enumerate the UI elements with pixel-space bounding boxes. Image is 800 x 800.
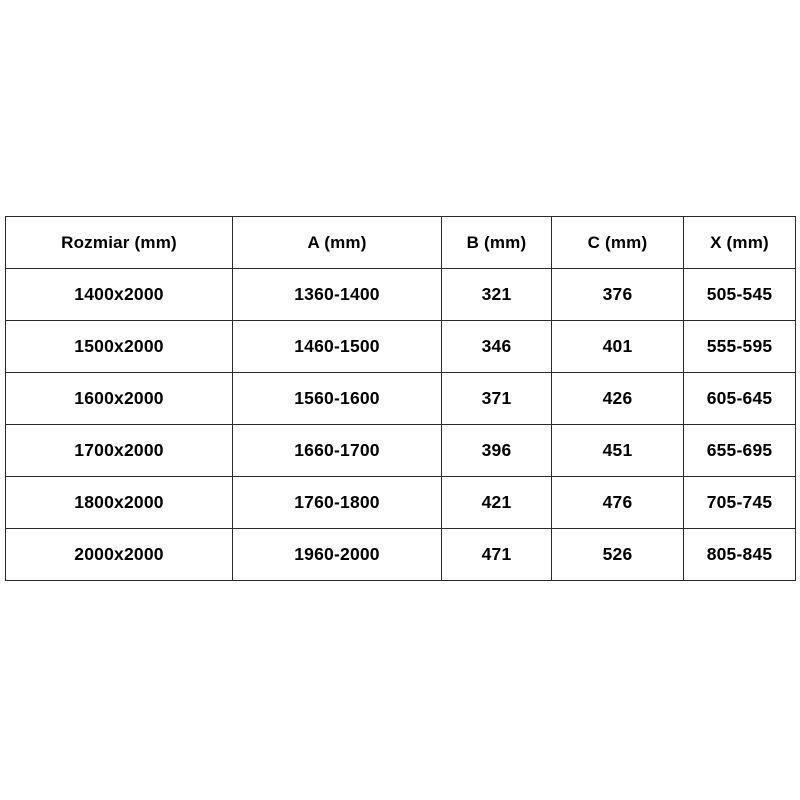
table-header-row [6, 217, 796, 269]
cell-a: 1360-1400 [233, 269, 442, 321]
cell-a: 1960-2000 [233, 529, 442, 581]
cell-c: 526 [552, 529, 684, 581]
cell-x: 605-645 [684, 373, 796, 425]
cell-x: 705-745 [684, 477, 796, 529]
cell-rozmiar: 1700x2000 [6, 425, 233, 477]
column-header-rozmiar: Rozmiar (mm) [6, 217, 233, 269]
cell-a: 1460-1500 [233, 321, 442, 373]
column-header-x: X (mm) [684, 217, 796, 269]
cell-b: 346 [442, 321, 552, 373]
cell-x: 555-595 [684, 321, 796, 373]
column-header-b: B (mm) [442, 217, 552, 269]
table-body [6, 269, 796, 581]
cell-b: 396 [442, 425, 552, 477]
cell-b: 421 [442, 477, 552, 529]
cell-b: 321 [442, 269, 552, 321]
cell-c: 401 [552, 321, 684, 373]
table-row [6, 425, 796, 477]
dimensions-table [5, 216, 796, 581]
cell-x: 805-845 [684, 529, 796, 581]
table-row [6, 477, 796, 529]
cell-rozmiar: 1400x2000 [6, 269, 233, 321]
cell-rozmiar: 1600x2000 [6, 373, 233, 425]
cell-rozmiar: 1800x2000 [6, 477, 233, 529]
table-row [6, 269, 796, 321]
table-header [6, 217, 796, 269]
cell-rozmiar: 1500x2000 [6, 321, 233, 373]
cell-a: 1660-1700 [233, 425, 442, 477]
cell-x: 655-695 [684, 425, 796, 477]
cell-a: 1760-1800 [233, 477, 442, 529]
dimensions-table-container [5, 216, 795, 581]
cell-x: 505-545 [684, 269, 796, 321]
cell-c: 376 [552, 269, 684, 321]
table-row [6, 529, 796, 581]
column-header-c: C (mm) [552, 217, 684, 269]
table-row [6, 373, 796, 425]
cell-b: 471 [442, 529, 552, 581]
cell-b: 371 [442, 373, 552, 425]
cell-c: 476 [552, 477, 684, 529]
table-row [6, 321, 796, 373]
cell-c: 426 [552, 373, 684, 425]
cell-a: 1560-1600 [233, 373, 442, 425]
cell-c: 451 [552, 425, 684, 477]
column-header-a: A (mm) [233, 217, 442, 269]
cell-rozmiar: 2000x2000 [6, 529, 233, 581]
